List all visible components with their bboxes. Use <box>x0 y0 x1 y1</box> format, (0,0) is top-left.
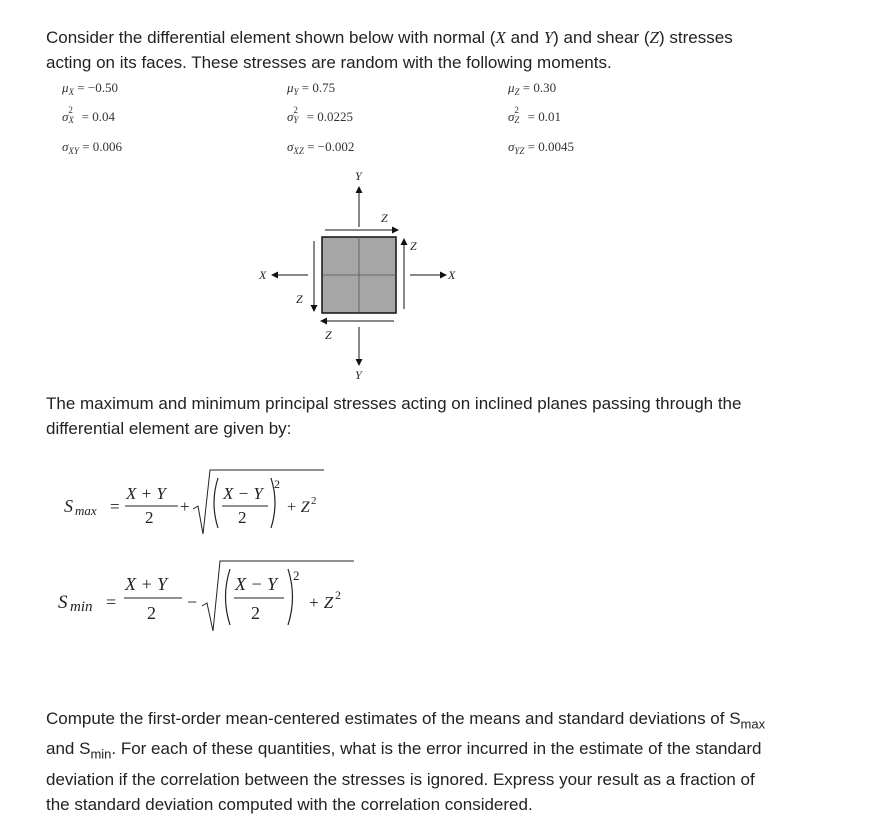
var-z: Z <box>649 28 660 47</box>
question-l1: Compute the first-order mean-centered estimates of the means and standard deviations of S <box>46 709 741 728</box>
middle-line1: The maximum and minimum principal stresses acting on inclined planes passing through the <box>46 394 742 413</box>
smin-equals: = <box>106 592 117 612</box>
smin-z-exp: 2 <box>335 588 341 602</box>
label-z-top: Z <box>381 211 388 225</box>
smin-minus: − <box>187 592 198 612</box>
smax-exp: 2 <box>274 477 280 491</box>
intro-and: and <box>505 28 544 47</box>
intro-paragraph <box>46 25 836 75</box>
label-x-left: X <box>259 268 267 282</box>
middle-paragraph <box>46 391 836 441</box>
intro-line2: acting on its faces. These stresses are random with the following moments. <box>46 53 612 72</box>
covariance-xz: $\sigma_{XZ} = -0.002$ <box>287 139 355 156</box>
question-l2-sub: min <box>90 746 112 762</box>
label-y-top: Y <box>355 169 362 183</box>
question-l2-b: . For each of these quantities, what is the error incurred in the estimate of the standard <box>111 739 762 759</box>
label-y-bottom: Y <box>355 368 362 382</box>
smax-den: 2 <box>145 508 154 527</box>
smax-z-exp: 2 <box>311 495 317 507</box>
smax-z: + Z <box>286 499 310 516</box>
smin-paren-left <box>226 569 231 625</box>
intro-text-c: ) stresses <box>659 28 733 47</box>
variance-x: σ 2 X = 0.04 <box>62 105 116 125</box>
var-y: Y <box>543 28 554 47</box>
smin-exp: 2 <box>293 568 300 583</box>
intro-text-a: Consider the differential element shown below with normal ( <box>46 28 496 47</box>
label-x-right: X <box>448 268 456 282</box>
formula-smax <box>50 462 350 540</box>
formula-smin <box>50 553 370 635</box>
label-z-left: Z <box>296 292 303 306</box>
smin-den: 2 <box>147 603 156 623</box>
question-paragraph <box>46 706 846 817</box>
smax-inner-num: X − Y <box>223 484 263 503</box>
label-z-right: Z <box>410 239 417 253</box>
stress-element-diagram <box>250 165 470 385</box>
mean-y: $\mu_Y = 0.75$ <box>287 80 336 97</box>
variance-y: σ 2 Y = 0.0225 <box>287 105 354 125</box>
label-z-bottom: Z <box>325 328 332 342</box>
smin-paren-right <box>288 569 293 625</box>
intro-text-b: ) and shear ( <box>553 28 650 47</box>
smax-plus: + <box>180 497 190 516</box>
smin-num: X + Y <box>125 574 168 594</box>
mean-x: $\mu_X = -0.50$ <box>62 80 118 97</box>
smax-equals: = <box>110 497 120 516</box>
smax-sub: max <box>75 503 97 518</box>
covariance-xy: $\sigma_{XY} = 0.006$ <box>62 139 123 156</box>
question-l1-sub: max <box>740 716 766 732</box>
question-l3: deviation if the correlation between the stresses is ignored. Express your result as a fraction of <box>46 769 755 789</box>
smin-inner-num: X − Y <box>235 574 278 594</box>
var-x: X <box>495 28 506 47</box>
smin-s: S <box>58 592 68 613</box>
smin-inner-den: 2 <box>251 603 260 623</box>
question-l4: the standard deviation computed with the correlation considered. <box>46 794 533 814</box>
smax-paren-left <box>214 478 218 528</box>
smin-sub: min <box>70 599 93 615</box>
smax-s: S <box>64 496 73 516</box>
smin-z: + Z <box>308 593 334 612</box>
middle-line2: differential element are given by: <box>46 419 292 438</box>
covariance-yz: $\sigma_{YZ} = 0.0045$ <box>508 139 575 156</box>
smax-inner-den: 2 <box>238 508 247 527</box>
variance-z: σ 2 Z = 0.01 <box>508 105 562 125</box>
question-l2-a: and S <box>46 739 91 759</box>
mean-z: $\mu_Z = 0.30$ <box>508 80 557 97</box>
smax-num: X + Y <box>126 484 166 503</box>
